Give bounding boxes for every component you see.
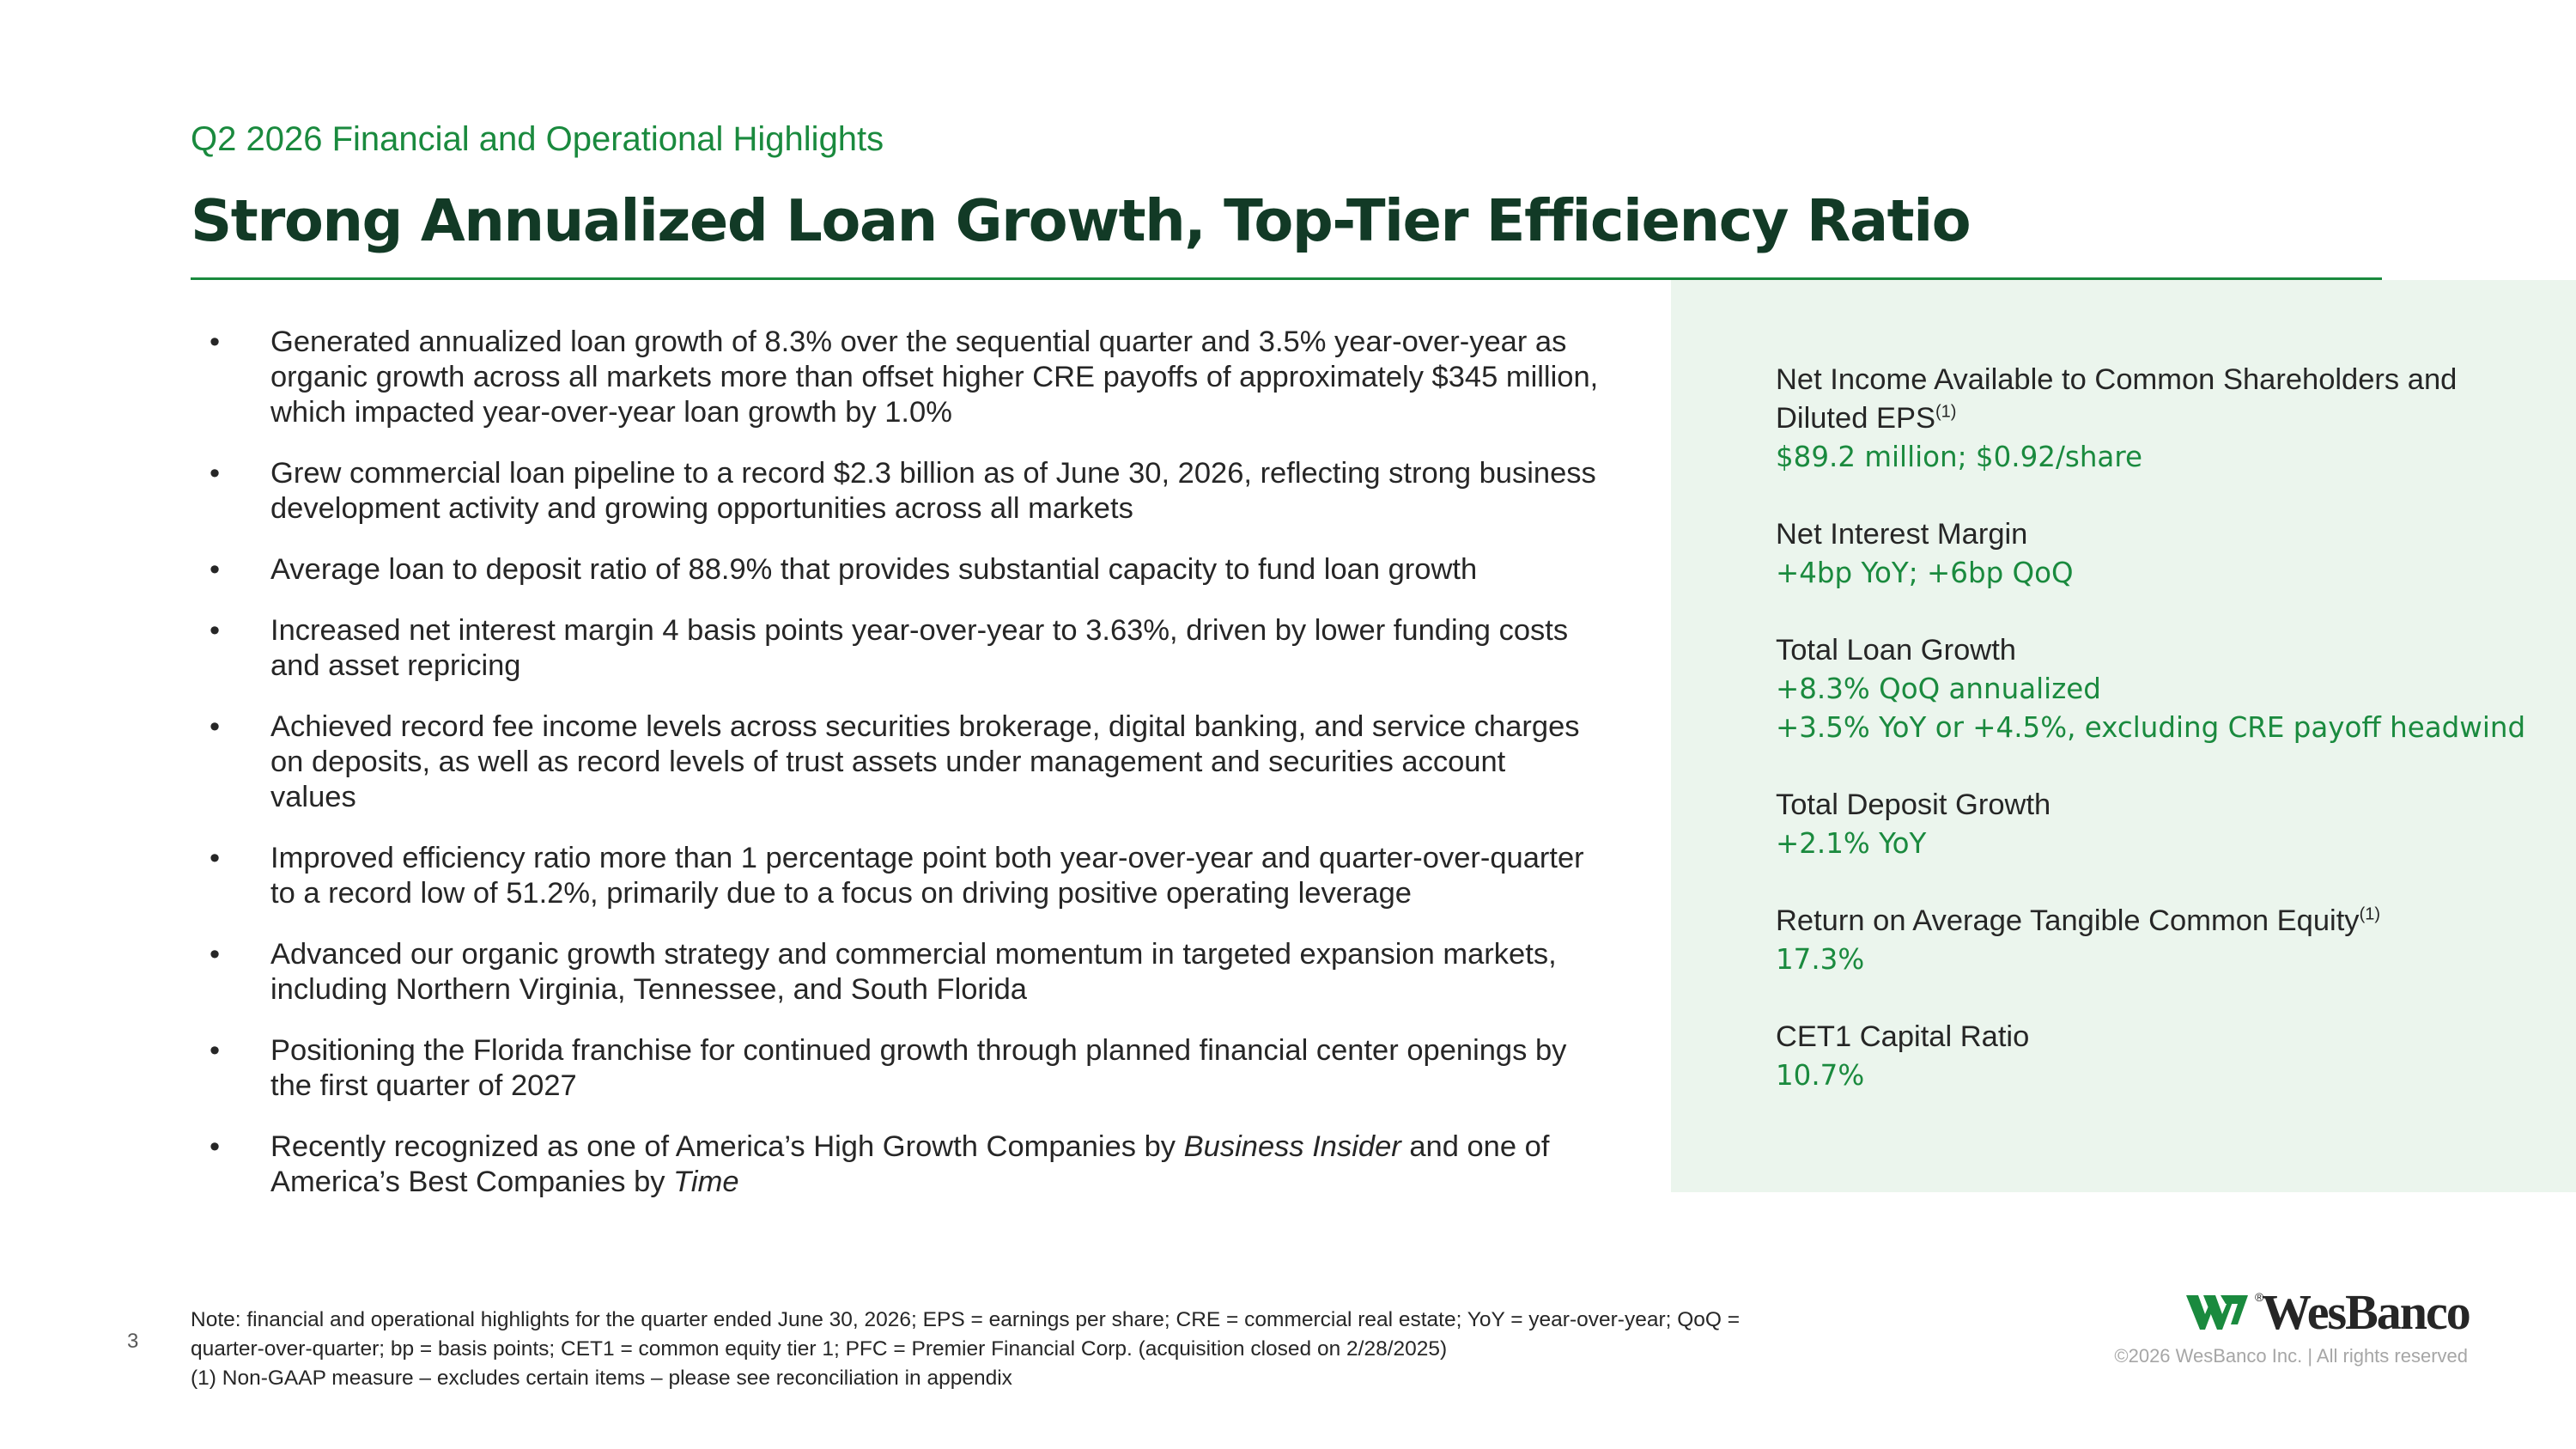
- bullet-text: Average loan to deposit ratio of 88.9% that provides substantial capacity to fund loan growth: [270, 553, 1478, 586]
- bullet-text: Generated annualized loan growth of 8.3% over the sequential quarter and 3.5% year-over-year as organic growth across all markets more than offset higher CRE payoffs of approximately $345 million, which impacted year-over-year loan growth by 1.0%: [270, 326, 1599, 429]
- metric-label: Total Loan Growth: [1776, 634, 2016, 667]
- section-subtitle: Q2 2026 Financial and Operational Highlights: [191, 120, 884, 158]
- metric-label: Total Deposit Growth: [1776, 788, 2051, 821]
- page-number: 3: [127, 1330, 139, 1353]
- bullet-item: [191, 456, 1599, 527]
- metric-value: $89.2 million; $0.92/share: [1776, 441, 2142, 473]
- bullet-marker: •: [210, 710, 221, 743]
- bullet-item: [191, 1129, 1599, 1200]
- highlights-list: [191, 325, 1599, 1226]
- key-metrics-panel: [1671, 280, 2576, 1192]
- bullet-text: Increased net interest margin 4 basis points year-over-year to 3.63%, driven by lower funding costs and asset repricing: [270, 614, 1569, 682]
- copyright-text: ©2026 WesBanco Inc. | All rights reserved: [2114, 1345, 2468, 1367]
- metric-cet1-ratio: [1776, 1018, 2549, 1095]
- bullet-text: Improved efficiency ratio more than 1 percentage point both year-over-year and quarter-over-quarter to a record low of 51.2%, primarily due to a focus on driving positive operating leverage: [270, 842, 1584, 910]
- metric-value: +2.1% YoY: [1776, 827, 1927, 860]
- metric-net-interest-margin: [1776, 515, 2549, 593]
- metric-label: Net Interest Margin: [1776, 518, 2028, 551]
- bullet-item: [191, 552, 1599, 588]
- bullet-item: [191, 841, 1599, 911]
- bullet-item: [191, 325, 1599, 430]
- bullet-marker: •: [210, 553, 221, 586]
- bullet-text: Recently recognized as one of America’s High Growth Companies by: [270, 1130, 1184, 1163]
- bullet-item: [191, 613, 1599, 684]
- wesbanco-logo-icon: [2186, 1292, 2248, 1331]
- metric-value: +4bp YoY; +6bp QoQ: [1776, 557, 2074, 589]
- footnote-ref: (1): [1935, 402, 1957, 422]
- bullet-marker: •: [210, 457, 221, 490]
- wesbanco-logo: [2186, 1284, 2470, 1340]
- footnote-ref: (1): [2359, 904, 2381, 924]
- metric-label: Return on Average Tangible Common Equity: [1776, 904, 2360, 937]
- bullet-text: Advanced our organic growth strategy and commercial momentum in targeted expansion markets, including Northern Virginia, Tennessee, and South Florida: [270, 938, 1557, 1006]
- bullet-marker: •: [210, 1130, 221, 1163]
- bullet-item: [191, 709, 1599, 815]
- logo-wordmark: WesBanco: [2262, 1284, 2470, 1340]
- metric-value: 17.3%: [1776, 943, 1865, 976]
- bullet-marker: •: [210, 614, 221, 647]
- bullet-marker: •: [210, 326, 221, 358]
- publication-name: Business Insider: [1183, 1130, 1401, 1163]
- metric-value: 10.7%: [1776, 1059, 1865, 1092]
- bullet-marker: •: [210, 938, 221, 971]
- metric-total-loan-growth: [1776, 631, 2549, 747]
- footnote-line: quarter-over-quarter; bp = basis points; CET1 = common equity tier 1; PFC = Premier Financial Corp. (acquisition closed on 2/28/2025): [191, 1337, 1448, 1361]
- metric-value: +8.3% QoQ annualized: [1776, 673, 2101, 705]
- footnote-line: Note: financial and operational highlights for the quarter ended June 30, 2026; EPS = earnings per share; CRE = commercial real estate; YoY = year-over-year; QoQ =: [191, 1308, 1741, 1331]
- bullet-text: and one of America’s Best Companies by: [270, 1130, 1550, 1198]
- bullet-text: Achieved record fee income levels across securities brokerage, digital banking, and service charges on deposits, as well as record levels of trust assets under management and securities account values: [270, 710, 1580, 813]
- bullet-item: [191, 937, 1599, 1008]
- bullet-text: Grew commercial loan pipeline to a record $2.3 billion as of June 30, 2026, reflecting strong business development activity and growing opportunities across all markets: [270, 457, 1596, 525]
- metric-net-income: [1776, 361, 2549, 477]
- bullet-marker: •: [210, 1034, 221, 1067]
- bullet-item: [191, 1033, 1599, 1104]
- metric-total-deposit-growth: [1776, 786, 2549, 863]
- footnote-line: (1) Non-GAAP measure – excludes certain items – please see reconciliation in appendix: [191, 1367, 1012, 1390]
- publication-name: Time: [673, 1166, 739, 1198]
- footnote: [191, 1306, 1959, 1393]
- metric-value: +3.5% YoY or +4.5%, excluding CRE payoff headwind: [1776, 711, 2526, 744]
- bullet-marker: •: [210, 842, 221, 874]
- page-title: Strong Annualized Loan Growth, Top-Tier Efficiency Ratio: [191, 187, 1971, 254]
- registered-mark: ®: [2255, 1290, 2264, 1304]
- metric-label: Net Income Available to Common Shareholders and Diluted EPS: [1776, 363, 2458, 435]
- bullet-text: Positioning the Florida franchise for continued growth through planned financial center openings by the first quarter of 2027: [270, 1034, 1567, 1102]
- metric-return-on-tce: [1776, 902, 2549, 979]
- metric-label: CET1 Capital Ratio: [1776, 1020, 2030, 1053]
